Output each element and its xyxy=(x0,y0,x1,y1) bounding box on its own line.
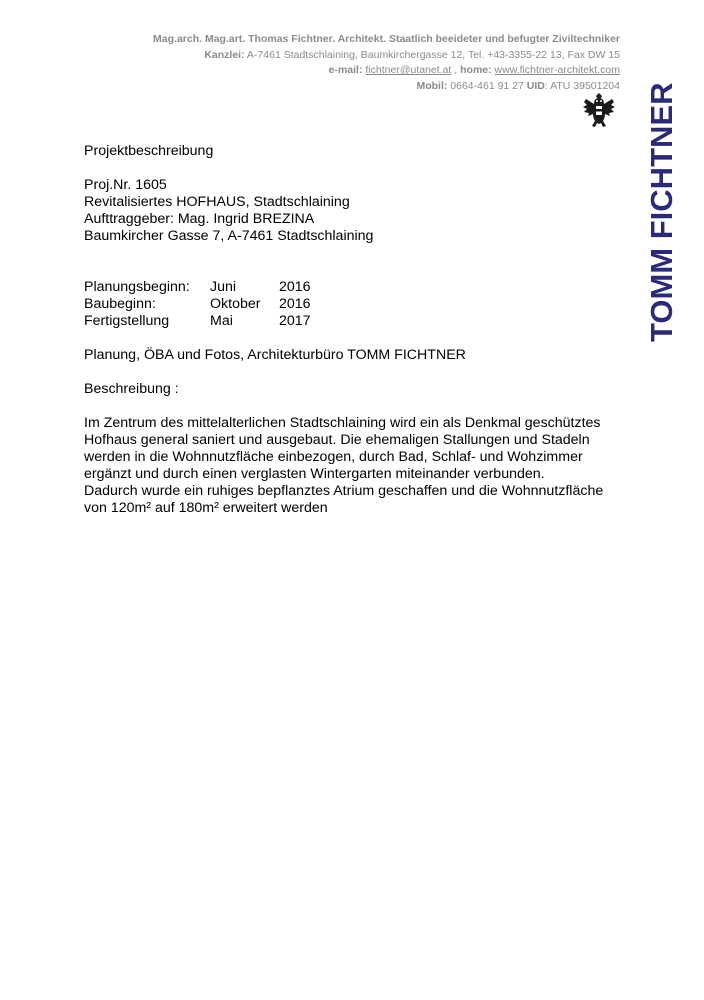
letterhead-contact xyxy=(153,63,620,79)
document-heading: Projektbeschreibung xyxy=(84,143,214,159)
description-label: Beschreibung : xyxy=(84,381,179,397)
schedule-label: Fertigstellung xyxy=(84,313,170,329)
client-name: Aufttraggeber: Mag. Ingrid BREZINA xyxy=(84,211,315,227)
description-paragraph xyxy=(84,415,614,517)
schedule-year: 2017 xyxy=(279,313,311,329)
architect-name-vertical: TOMM FICHTNER xyxy=(644,82,679,342)
letterhead-office xyxy=(153,48,620,64)
letterhead xyxy=(153,32,620,94)
office-label: Kanzlei: xyxy=(204,48,245,61)
description-line: ergänzt und durch einen verglasten Wintergarten miteinander verbunden. xyxy=(84,466,545,482)
email-label: e-mail: xyxy=(328,64,363,76)
email-link[interactable]: fichtner@utanet.at xyxy=(365,64,452,76)
uid-label: UID xyxy=(526,79,545,92)
schedule-label: Planungsbeginn: xyxy=(84,279,190,295)
uid-number: : ATU 39501204 xyxy=(544,79,620,92)
description-line: werden in die Wohnnutzfläche einbezogen, durch Bad, Schlaf- und Wohzimmer xyxy=(84,449,583,465)
home-separator: , xyxy=(451,64,461,76)
project-title: Revitalisiertes HOFHAUS, Stadtschlaining xyxy=(84,194,350,210)
description-line: Im Zentrum des mittelalterlichen Stadtschlaining wird ein als Denkmal geschütztes xyxy=(84,415,601,431)
schedule-label: Baubeginn: xyxy=(84,296,156,312)
office-address: A-7461 Stadtschlaining, Baumkirchergasse 12, Tel. +43-3355-22 13, Fax DW 15 xyxy=(244,48,620,61)
description-line: Dadurch wurde ein ruhiges bepflanztes Atrium geschaffen und die Wohnnutzfläche xyxy=(84,483,604,499)
letterhead-mobile xyxy=(153,79,620,95)
schedule-year: 2016 xyxy=(279,296,311,312)
client-address: Baumkircher Gasse 7, A-7461 Stadtschlaining xyxy=(84,228,374,244)
schedule-month: Oktober xyxy=(210,296,261,312)
document-body xyxy=(84,143,624,517)
mobile-label: Mobil: xyxy=(416,79,448,92)
schedule-row xyxy=(84,279,624,296)
description-line: von 120m² auf 180m² erweitert werden xyxy=(84,500,328,516)
website-link[interactable]: www.fichtner-architekt.com xyxy=(494,64,620,76)
austrian-eagle-icon xyxy=(582,92,616,130)
mobile-number: 0664-461 91 27 xyxy=(447,79,527,92)
schedule-year: 2016 xyxy=(279,279,311,295)
letterhead-title: Mag.arch. Mag.art. Thomas Fichtner. Architekt. Staatlich beeideter und befugter Ziviltechniker xyxy=(153,33,620,45)
schedule-month: Mai xyxy=(210,313,233,329)
schedule-row xyxy=(84,313,624,330)
home-label: home: xyxy=(460,64,492,76)
schedule-row xyxy=(84,296,624,313)
schedule-month: Juni xyxy=(210,279,237,295)
description-line: Hofhaus general saniert und ausgebaut. Die ehemaligen Stallungen und Stadeln xyxy=(84,432,590,448)
credits-line: Planung, ÖBA und Fotos, Architekturbüro TOMM FICHTNER xyxy=(84,347,466,363)
project-number: Proj.Nr. 1605 xyxy=(84,177,167,193)
